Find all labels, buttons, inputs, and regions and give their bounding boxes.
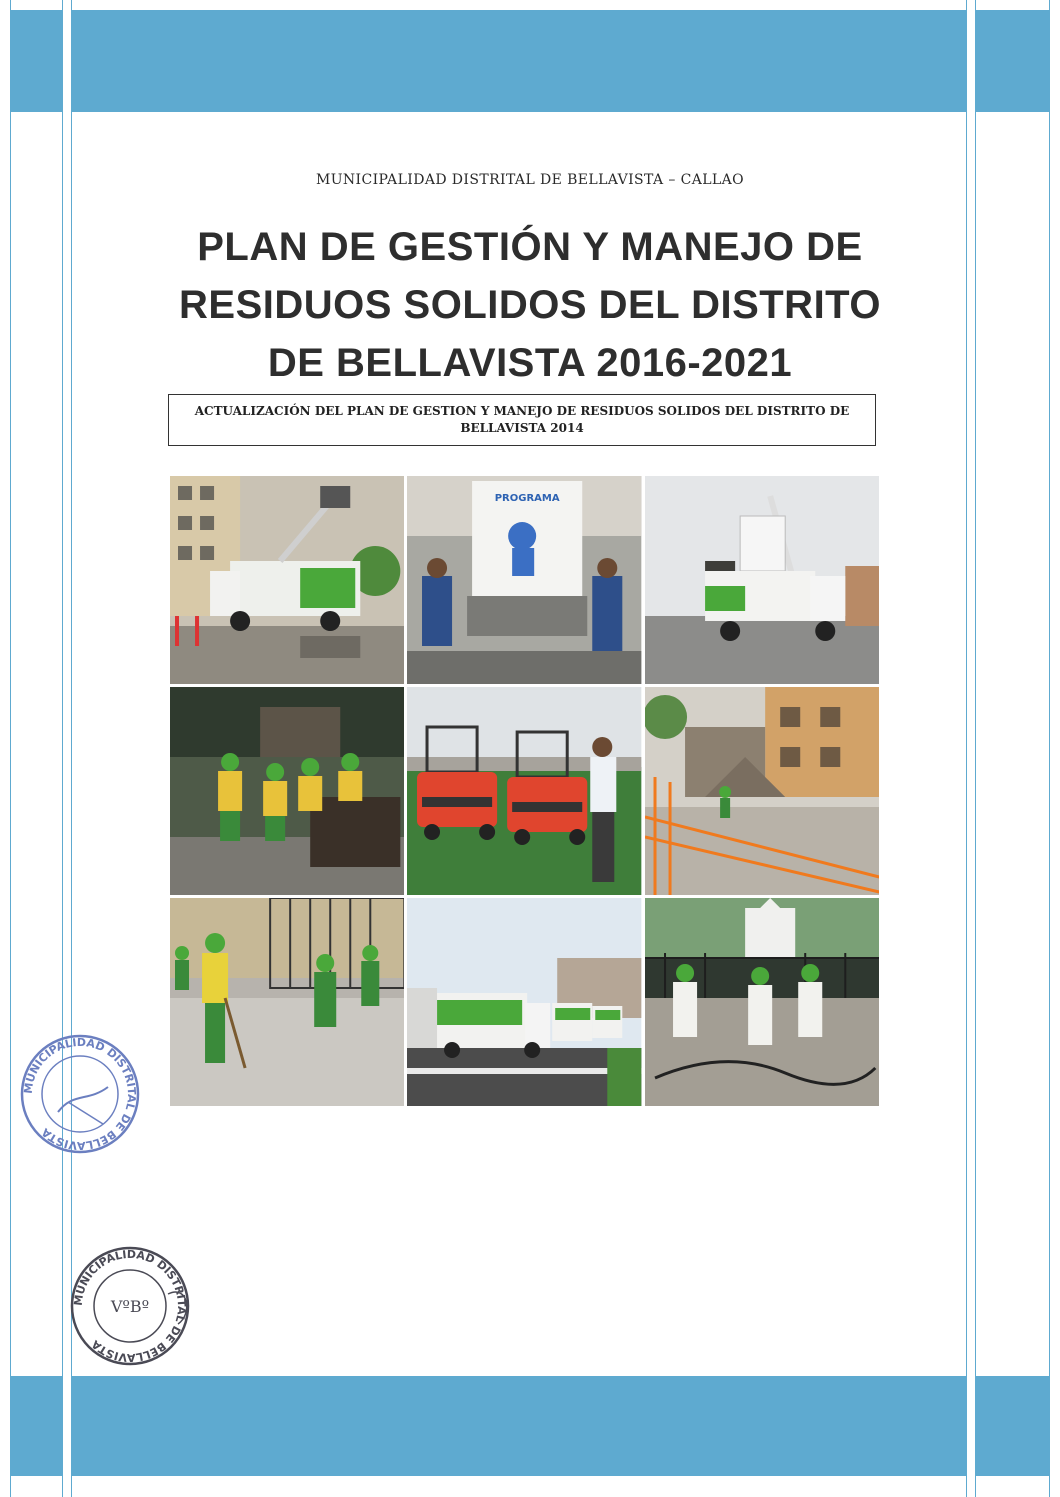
frame-line bbox=[1049, 0, 1050, 1497]
crane-truck-photo-icon bbox=[170, 476, 404, 684]
seal-text: MUNICIPALIDAD DISTRITAL DE BELLAVISTA bbox=[21, 1035, 139, 1153]
frame-gap bbox=[1050, 0, 1060, 1497]
title-line: PLAN DE GESTIÓN Y MANEJO DE bbox=[197, 225, 863, 269]
frame-line bbox=[975, 0, 976, 1497]
frame-line bbox=[10, 0, 11, 1497]
pressure-washing-photo-icon bbox=[645, 898, 879, 1106]
debris-fence-photo-icon bbox=[645, 687, 879, 895]
organization-header: MUNICIPALIDAD DISTRITAL DE BELLAVISTA – CALLAO bbox=[315, 172, 745, 188]
document-title bbox=[100, 218, 960, 392]
photo-collage bbox=[170, 476, 879, 1106]
approval-seal bbox=[68, 1244, 192, 1368]
street-sweeping-workers-photo-icon bbox=[170, 898, 404, 1106]
municipal-seal bbox=[18, 1032, 142, 1156]
frame-gap bbox=[0, 0, 10, 1497]
bottom-blue-band bbox=[0, 1376, 1060, 1476]
seal-center-text: VºBº bbox=[110, 1297, 150, 1316]
workers-big-bag-photo-icon bbox=[407, 476, 641, 684]
frame-line bbox=[966, 0, 967, 1497]
title-line: DE BELLAVISTA 2016-2021 bbox=[267, 341, 793, 385]
street-sweepers-photo-icon bbox=[407, 687, 641, 895]
top-blue-band bbox=[0, 10, 1060, 112]
frame-line bbox=[62, 0, 63, 1497]
seal-text: MUNICIPALIDAD DISTRITAL DE BELLAVISTA bbox=[71, 1247, 189, 1365]
subtitle-text: ACTUALIZACIÓN DEL PLAN DE GESTION Y MANEJO DE RESIDUOS SOLIDOS DEL DISTRITO DE BELLAVISTA 2014 bbox=[194, 404, 850, 435]
title-line: RESIDUOS SOLIDOS DEL DISTRITO bbox=[179, 283, 881, 327]
svg-text:PROGRAMA: PROGRAMA bbox=[495, 493, 560, 504]
crane-truck-street-photo-icon bbox=[645, 476, 879, 684]
garbage-trucks-row-photo-icon bbox=[407, 898, 641, 1106]
workers-cleaning-photo-icon bbox=[170, 687, 404, 895]
subtitle-box bbox=[168, 394, 876, 446]
